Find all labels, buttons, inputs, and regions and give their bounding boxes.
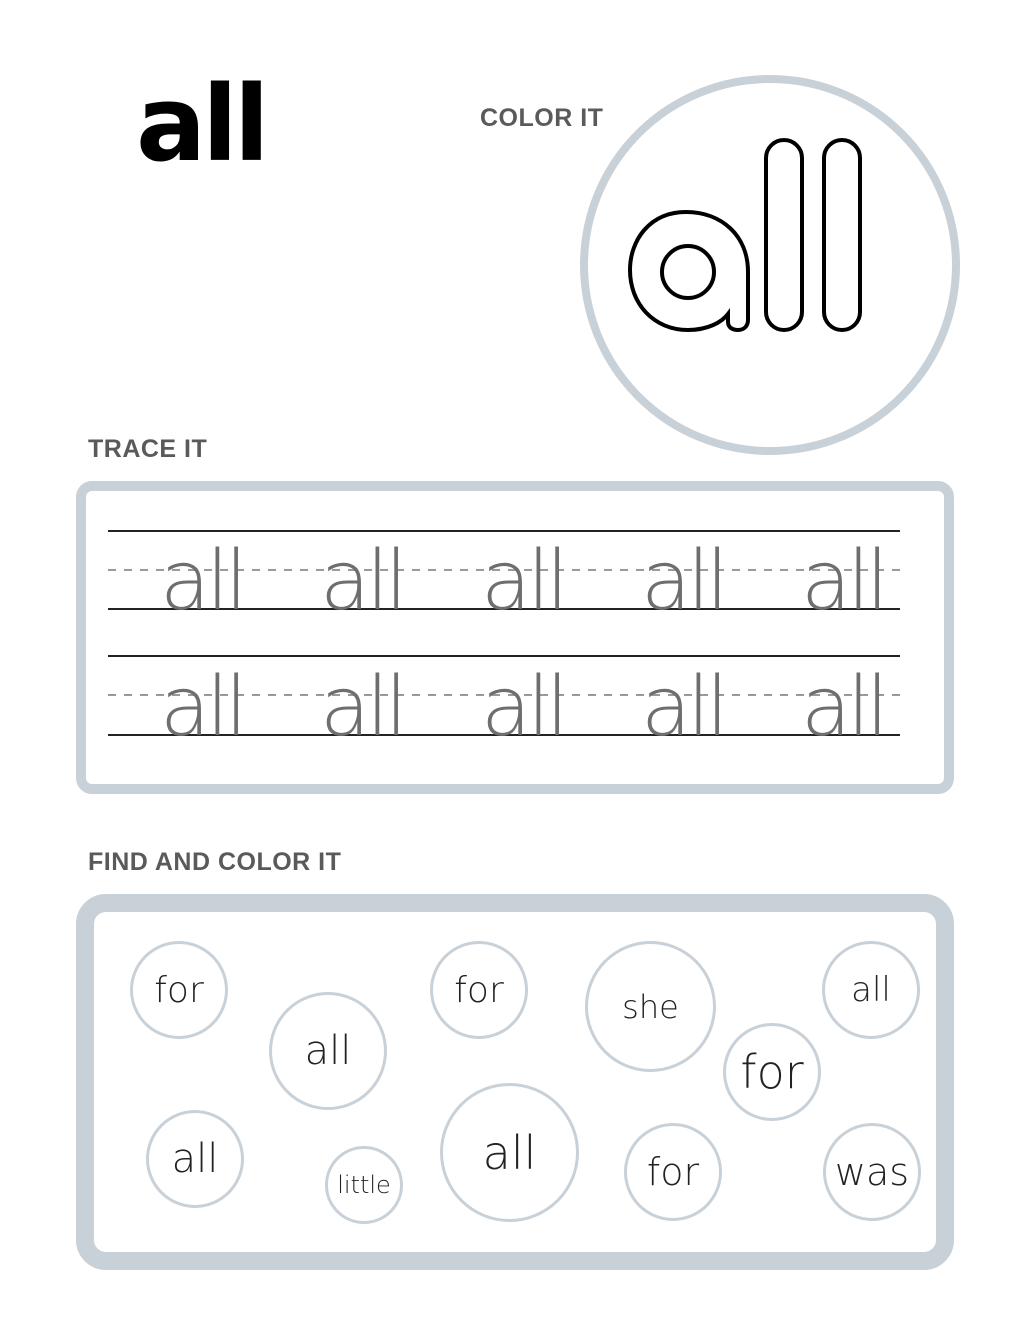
find-and-color-it-label: FIND AND COLOR IT bbox=[88, 848, 342, 876]
word-bubble[interactable] bbox=[269, 992, 387, 1110]
word-bubble[interactable] bbox=[130, 941, 228, 1039]
bubble-word: all bbox=[482, 1125, 537, 1180]
bubble-word: all bbox=[304, 1028, 352, 1074]
bubble-word: all bbox=[171, 1136, 219, 1182]
bubble-word: for bbox=[454, 969, 504, 1011]
trace-word[interactable]: all bbox=[481, 534, 565, 629]
trace-word[interactable]: all bbox=[320, 660, 404, 755]
word-bubble[interactable] bbox=[823, 1123, 921, 1221]
bubble-word: was bbox=[834, 1150, 910, 1194]
trace-word[interactable]: all bbox=[481, 660, 565, 755]
sight-word-title: all bbox=[136, 63, 266, 185]
color-it-label: COLOR IT bbox=[480, 104, 604, 132]
word-bubble[interactable] bbox=[585, 941, 716, 1072]
word-bubble[interactable] bbox=[430, 941, 528, 1039]
trace-word[interactable]: all bbox=[801, 660, 885, 755]
trace-word[interactable]: all bbox=[801, 534, 885, 629]
bubble-word: little bbox=[337, 1171, 391, 1199]
trace-word[interactable]: all bbox=[641, 534, 725, 629]
trace-it-label: TRACE IT bbox=[88, 435, 208, 463]
bubble-word: all bbox=[851, 970, 891, 1010]
word-bubble[interactable] bbox=[624, 1123, 722, 1221]
trace-word[interactable]: all bbox=[160, 660, 244, 755]
bubble-word: she bbox=[622, 987, 679, 1026]
word-bubble[interactable] bbox=[822, 941, 920, 1039]
word-bubble[interactable] bbox=[440, 1083, 579, 1222]
trace-word[interactable]: all bbox=[320, 534, 404, 629]
bubble-word: for bbox=[154, 969, 204, 1011]
bubble-word: for bbox=[646, 1150, 700, 1194]
word-bubble[interactable] bbox=[146, 1110, 244, 1208]
word-bubble[interactable] bbox=[723, 1023, 821, 1121]
trace-word[interactable]: all bbox=[641, 660, 725, 755]
word-bubble[interactable] bbox=[325, 1146, 403, 1224]
bubble-word: for bbox=[740, 1045, 804, 1099]
trace-word[interactable]: all bbox=[160, 534, 244, 629]
